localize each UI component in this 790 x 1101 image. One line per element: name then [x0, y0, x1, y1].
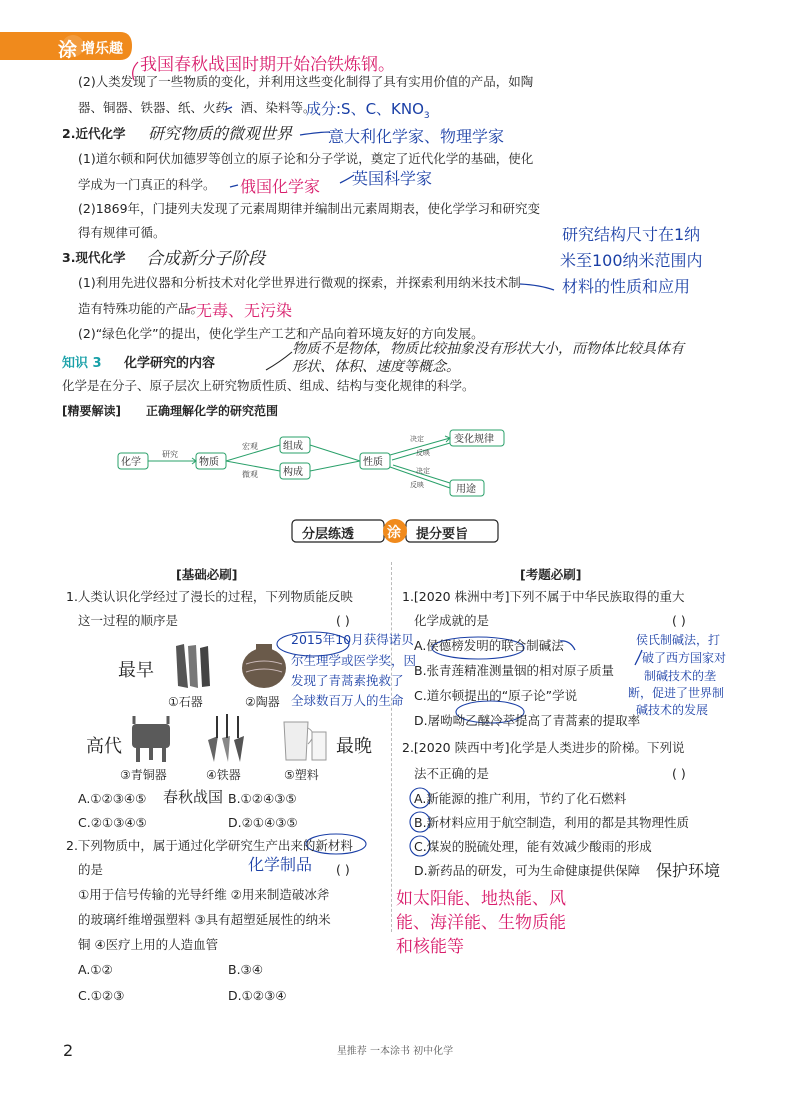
note-spring-autumn: 春秋战国: [163, 788, 224, 806]
r-q2-A[interactable]: A.新能源的推广利用，节约了化石燃料: [414, 791, 627, 806]
l-q1-C[interactable]: C.②①③④⑤: [78, 815, 147, 830]
modern2-line1: (2)1869年，门捷列夫发现了元素周期律并编制出元素周期表，使化学学习和研究变: [78, 201, 541, 216]
knowledge-label: 知识 3: [62, 356, 102, 371]
diagram-reflect1: 反映: [416, 449, 430, 457]
note-nano-c: 材料的性质和应用: [562, 277, 691, 296]
r-q2-paren: ( ): [672, 766, 686, 781]
caption-bronze: ③青铜器: [120, 768, 167, 782]
caption-pottery: ②陶器: [245, 695, 280, 709]
note-micro-world: 研究物质的微观世界: [148, 124, 293, 143]
logo-char: 涂: [58, 39, 78, 61]
banner-left: 分层练透: [302, 527, 355, 542]
r-q1-D[interactable]: D.屠呦呦乙醚冷萃提高了青蒿素的提取率: [414, 713, 641, 728]
l-q2-D[interactable]: D.①②③④: [228, 988, 287, 1003]
diagram-micro: 微观: [242, 470, 258, 479]
note-nontoxic: 无毒、无污染: [196, 301, 293, 320]
interpret-tag: [精要解读]: [62, 404, 121, 418]
note-russian: 俄国化学家: [240, 177, 321, 196]
stone-tool-image: [170, 640, 220, 690]
iron-tool-image: [200, 712, 250, 764]
r-q2-line2: 法不正确的是: [414, 766, 490, 781]
diagram-structure: 构成: [283, 467, 303, 478]
l-q2-paren: ( ): [336, 862, 350, 877]
l-q2-o1: ①用于信号传输的光导纤维 ②用来制造破冰斧: [78, 887, 330, 902]
diagram-study: 研究: [162, 450, 178, 459]
modern-title: 2.近代化学: [62, 126, 126, 141]
plastic-image: [278, 714, 332, 764]
current2: (2)“绿色化学”的提出，使化学生产工艺和产品向着环境友好的方向发展。: [78, 326, 484, 341]
r-q1-B[interactable]: B.张青莲精准测量铟的相对原子质量: [414, 663, 615, 678]
bronze-image: [124, 712, 178, 764]
l-q1-paren: ( ): [336, 613, 350, 628]
note-latest: 最晚: [336, 736, 372, 757]
note-british: 英国科学家: [352, 169, 433, 188]
l-q1-A[interactable]: A.①②③④⑤: [78, 791, 147, 806]
page-number: 2: [63, 1041, 74, 1060]
l-q1-line2: 这一过程的顺序是: [78, 613, 179, 628]
note-protect-env: 保护环境: [656, 861, 721, 880]
note-hou-d: 断，促进了世界制: [628, 686, 725, 700]
l-q2-o3: 铜 ④医疗上用的人造血管: [78, 937, 219, 952]
diagram-use: 用途: [456, 484, 476, 495]
note-composition: 成分:S、C、$KNO_3$: [306, 100, 430, 121]
r-q2-B[interactable]: B.新材料应用于航空制造，利用的都是其物理性质: [414, 815, 690, 830]
l-q1-D[interactable]: D.②①④③⑤: [228, 815, 298, 830]
note-artemisinin-b: 尔生理学或医学奖，因: [291, 653, 417, 668]
diagram-reflect2: 反映: [410, 481, 424, 489]
l-q2-o2: 的玻璃纤维增强塑料 ③具有超塑延展性的纳米: [78, 912, 331, 927]
modern2-line2: 得有规律可循。: [78, 225, 166, 240]
diagram-change: 变化规律: [454, 434, 494, 445]
diagram-chem: 化学: [121, 457, 141, 468]
note-matter-vs-object-a: 物质不是物体，物质比较抽象没有形状大小，而物体比较具体有: [292, 341, 684, 357]
current1-line1: (1)利用先进仪器和分析技术对化学世界进行微观的探索，并探索利用纳米技术制: [78, 275, 521, 290]
note-iron-steel: 我国春秋战国时期开始冶铁炼钢。: [140, 55, 395, 75]
footer-text: 星推荐 一本涂书 初中化学: [336, 1046, 454, 1057]
r-q1-line2: 化学成就的是: [414, 613, 490, 628]
interpret-title: 正确理解化学的研究范围: [146, 404, 279, 418]
note-nano-a: 研究结构尺寸在1纳: [562, 225, 701, 244]
modern-line1: (1)道尔顿和阿伏加德罗等创立的原子论和分子学说，奠定了近代化学的基础，使化: [78, 151, 534, 166]
banner-mid: 涂: [387, 525, 401, 541]
diagram-property: 性质: [363, 457, 383, 468]
caption-plastic: ⑤塑料: [284, 768, 319, 782]
note-artemisinin-c: 发现了青蒿素挽救了: [291, 673, 404, 688]
l-q2-B[interactable]: B.③④: [228, 962, 263, 977]
note-new-molecule: 合成新分子阶段: [146, 249, 265, 269]
knowledge-title: 化学研究的内容: [124, 356, 216, 371]
item2-line2: 器、铜器、铁器、纸、火药、酒、染料等。: [78, 100, 316, 115]
diagram-decide1: 决定: [410, 435, 424, 443]
note-matter-vs-object-b: 形状、体积、速度等概念。: [292, 359, 460, 375]
current1-line2: 造有特殊功能的产品。: [78, 301, 204, 316]
note-hou-a: 侯氏制碱法，打: [636, 633, 721, 647]
research-diagram: [110, 425, 530, 505]
caption-stone: ①石器: [168, 695, 203, 709]
section-banner: [290, 518, 500, 544]
note-energy-c: 和核能等: [396, 937, 464, 957]
l-q2-line1: 2.下列物质中，属于通过化学研究生产出来的新材料: [66, 838, 353, 853]
note-earliest: 最早: [118, 660, 154, 681]
right-head: [考题必刷]: [520, 567, 582, 582]
current-title: 3.现代化学: [62, 250, 126, 265]
left-head: [基础必刷]: [176, 567, 238, 582]
diagram-composition: 组成: [283, 441, 303, 452]
note-nano-b: 米至100纳米范围内: [560, 251, 703, 270]
knowledge-body: 化学是在分子、原子层次上研究物质性质、组成、结构与变化规律的科学。: [62, 378, 475, 393]
diagram-matter: 物质: [199, 457, 219, 468]
column-divider: [391, 562, 392, 932]
r-q2-C[interactable]: C.煤炭的脱硫处理，能有效减少酸雨的形成: [414, 839, 652, 854]
r-q1-paren: ( ): [672, 613, 686, 628]
item2-line1: (2)人类发现了一些物质的变化，并利用这些变化制得了具有实用价值的产品，如陶: [78, 74, 534, 89]
note-italian: 意大利化学家、物理学家: [328, 127, 505, 146]
r-q1-A[interactable]: A.侯德榜发明的联合制碱法: [414, 638, 564, 653]
note-hou-b: 破了西方国家对: [642, 651, 727, 665]
logo-text: 增乐趣: [81, 41, 123, 57]
r-q2-D[interactable]: D.新药品的研发，可为生命健康提供保障: [414, 863, 641, 878]
caption-iron: ④铁器: [206, 768, 241, 782]
r-q2-line1: 2.[2020 陕西中考]化学是人类进步的阶梯。下列说: [402, 740, 685, 755]
note-energy-a: 如太阳能、地热能、风: [396, 889, 566, 909]
l-q2-line2: 的是: [78, 862, 104, 877]
note-artemisinin-a: 2015年10月获得诺贝: [291, 632, 414, 647]
note-ancient: 高代: [86, 736, 122, 757]
l-q2-A[interactable]: A.①②: [78, 962, 113, 977]
l-q2-C[interactable]: C.①②③: [78, 988, 125, 1003]
l-q1-line1: 1.人类认识化学经过了漫长的过程，下列物质能反映: [66, 589, 353, 604]
l-q1-B[interactable]: B.①②④③⑤: [228, 791, 297, 806]
note-chem-product: 化学制品: [248, 855, 313, 874]
banner-right: 提分要旨: [416, 527, 469, 542]
pottery-image: [238, 638, 290, 692]
diagram-decide2: 决定: [416, 467, 430, 475]
note-hou-c: 制碱技术的垄: [644, 669, 717, 683]
note-energy-b: 能、海洋能、生物质能: [396, 913, 566, 933]
r-q1-C[interactable]: C.道尔顿提出的“原子论”学说: [414, 688, 578, 703]
diagram-macro: 宏观: [242, 442, 258, 451]
modern-line2: 学成为一门真正的科学。: [78, 177, 216, 192]
note-artemisinin-d: 全球数百万人的生命: [291, 693, 404, 708]
note-hou-e: 碱技术的发展: [636, 703, 709, 717]
r-q1-line1: 1.[2020 株洲中考]下列不属于中华民族取得的重大: [402, 589, 685, 604]
